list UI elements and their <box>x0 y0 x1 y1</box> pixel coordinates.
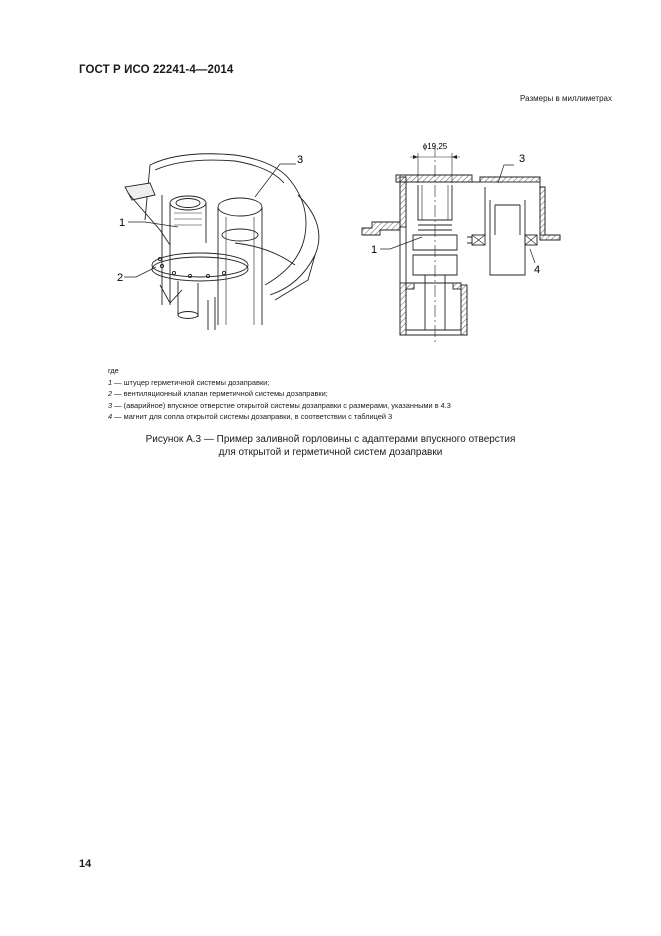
legend-item: 4 — магнит для сопла открытой системы дозаправки, в соответствии с таблицей 3 <box>108 412 393 421</box>
callout-1-right: 1 <box>370 244 378 256</box>
caption-line-2: для открытой и герметичной систем дозаправки <box>218 446 443 458</box>
callout-4-right: 4 <box>533 264 541 276</box>
legend-item: 1 — штуцер герметичной системы дозаправки; <box>108 377 270 387</box>
callout-3-right: 3 <box>518 153 526 165</box>
figure-caption <box>0 434 661 459</box>
units-note: Размеры в миллиметрах <box>520 94 612 103</box>
callout-1-left: 1 <box>118 217 126 229</box>
legend-intro: где <box>108 366 119 375</box>
cross-section-view <box>362 145 560 343</box>
caption-line-1: Рисунок А.3 — Пример заливной горловины с адаптерами впускного отверстия <box>145 434 516 445</box>
dimension-diameter: ϕ19,25 <box>422 142 448 151</box>
page-number: 14 <box>79 858 92 870</box>
callout-2-left: 2 <box>116 272 124 284</box>
figure-legend <box>108 365 451 423</box>
legend-item: 3 — (аварийное) впускное отверстие открытой системы дозаправки с размерами, указанными в 4.3 <box>108 400 451 410</box>
standard-designation: ГОСТ Р ИСО 22241-4—2014 <box>79 64 234 76</box>
callout-3-left: 3 <box>296 154 304 166</box>
figure-a3-drawing <box>100 125 570 350</box>
legend-item: 2 — вентиляционный клапан герметичной системы дозаправки; <box>108 389 328 398</box>
isometric-view <box>125 154 319 330</box>
